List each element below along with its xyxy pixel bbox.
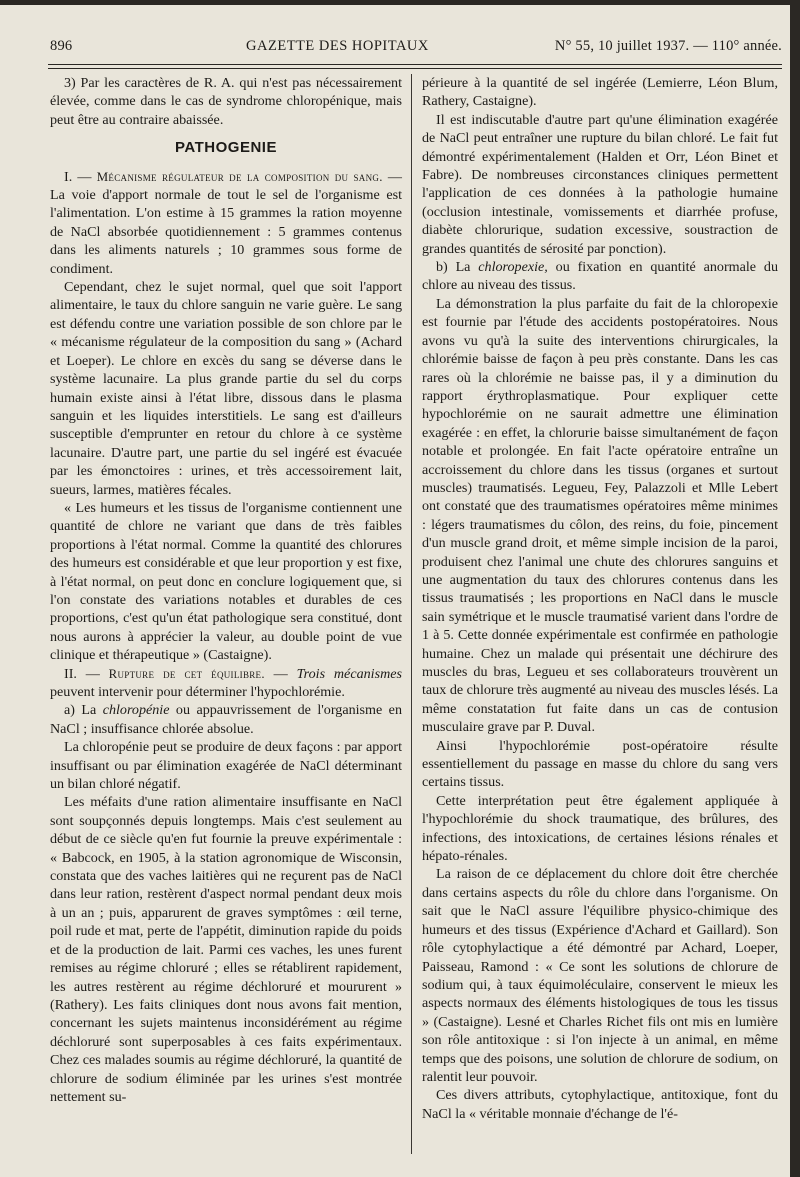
paragraph: Cependant, chez le sujet normal, quel que soit l'apport alimentaire, le taux du chlore sanguin ne varie guère. Le sang est défendu contre une variation possible de son chlore par le « mécanisme régulateur de la composition du sang » (Achard et Loeper). Le chlore en excès du sang se déverse dans le système lacunaire. La plus grande partie du sel du corps humain existe ainsi à l'état libre, dissous dans le plasma sanguin et les liquides interstitiels. Le sang est d'ailleurs susceptible d'emprunter en retour du chlore à ce système lacunaire. D'autre part, une partie du sel ingéré est évacuée par les émonctoires : urines, et très accessoirement lait, sueurs, larmes, matières fécales. (50, 279, 402, 498)
column-divider (411, 74, 412, 1154)
paragraph: Ainsi l'hypochlorémie post-opératoire résulte essentiellement du passage en masse du chlore du sang vers certains tissus. (422, 737, 778, 791)
paragraph (422, 258, 778, 295)
paragraph: périeure à la quantité de sel ingérée (Lemierre, Léon Blum, Rathery, Castaigne). (422, 75, 778, 110)
paragraph: « Les humeurs et les tissus de l'organisme contiennent une quantité de chlore ne variant que dans de très faibles proportions à l'état normal. Comme la quantité des chlorures des humeurs est considérable et que leur proportion y est fixe, à l'état normal, on peut donc en conclure logiquement que, si l'on constate des variations notables et durables de ces proportions, c'est qu'un état pathologique sera constitué, dont nous aurons à apprécier la valeur, au double point de vue clinique et thérapeutique » (Castaigne). (50, 499, 402, 664)
paragraph: La raison de ce déplacement du chlore doit être cherchée dans certains aspects du rôle du chlore dans l'organisme. On sait que le NaCl assure l'équilibre physico-chimique des humeurs et des tissus (Expérience d'Achard et Gaillard). Son rôle cytophylactique a été démontré par Achard, Loeper, Paisseau, Ramond : « Ce sont les solutions de chlorure de sodium qui, à taux équimoléculaire, conservent le mieux les aspects normaux des éléments histologiques de tous les tissus » (Castaigne). Lesné et Charles Richet fils ont mis en lumière son rôle antitoxique : si l'on injecte à un animal, en même temps que des poisons, une solution de chlorure de sodium, on ralentit leur pouvoir. (422, 866, 778, 1085)
left-column (50, 74, 402, 1106)
right-column (422, 74, 778, 1123)
item-label: b) La (436, 259, 479, 276)
binding-edge (790, 0, 800, 1177)
section-number: II. — (64, 665, 109, 682)
paragraph (50, 665, 402, 702)
paragraph-text: ou appauvrissement de l'organisme en NaCl ; insuffisance chlorée absolue. (50, 702, 402, 737)
paragraph-text: — La voie d'apport normale de tout le sel de l'organisme est l'alimentation. L'on estime à 15 grammes la ration moyenne de NaCl absorbée quotidiennement : 5 grammes contenus dans les aliments naturels ; 10 grammes sous forme de condiment. (50, 168, 403, 277)
page-number: 896 (50, 38, 73, 54)
paragraph: Les méfaits d'une ration alimentaire insuffisante en NaCl sont soupçonnés depuis longtemps. Mais c'est seulement au début de ce siècle qu'en fut fournie la preuve expérimentale : « Babcock, en 1905, à la station agronomique de Wisconsin, constata que des vaches laitières qui ne reçurent pas de NaCl dans leur ration, restèrent d'aspect normal pendant deux mois à un an ; puis, apparurent de graves symptômes : œil terne, poil rude et mat, perte de l'appétit, diminution rapide du poids et de la production de lait. Parmi ces vaches, les unes furent remises au régime chloruré ; elles se rétablirent rapidement, les autres restèrent au régime déchloruré et moururent » (Rathery). Les faits cliniques dont nous avons fait mention, concernant les sujets maintenus inconsidérément au régime déchloruré sont superposables à ces faits expérimentaux. Chez ces malades soumis au régime déchloruré, la quantité de chlorure de sodium éliminée par les urines s'est montrée nettement su- (50, 794, 402, 1105)
paragraph (50, 701, 402, 738)
paragraph-text: peuvent intervenir pour déterminer l'hypochlorémie. (50, 684, 345, 700)
section-title: Rupture de cet équilibre. (108, 666, 265, 681)
journal-title: GAZETTE DES HOPITAUX (246, 38, 429, 54)
italic-term: chloropexie, (478, 259, 548, 276)
paragraph: La démonstration la plus parfaite du fait de la chloropexie est fournie par l'étude des accidents postopératoires. Nous avons vu qu'à la suite des interventions chirurgicales, la chlorémie baisse de façon à peu près constante. Dans les cas rares où la chlorémie ne baisse pas, il y a diminution du rapport érythroplasmatique. Pour expliquer cette hypochlorémie on ne saurait admettre une élimination exagérée : en effet, la chlorurie baisse simultanément de façon notable et prolongée. En fait l'acte opératoire entraîne un accroissement du chlore dans les tissus (organes et surtout muscles) traumatisés. Legueu, Fey, Palazzoli et Mlle Lebert ont constaté que des traumatismes opératoires même minimes : légers traumatismes du côlon, des reins, du foie, pincement d'un muscle grand droit, et même simple incision de la paroi, produisent chez l'animal une chute des chlorures sanguins et une augmentation du taux des chlorures contenus dans les tissus traumatisés ; les proportions en NaCl dans le muscle sain symétrique et le muscle traumatisé varient dans l'ordre de 1 à 5. Cette donnée expérimentale est confirmée en pathologie humaine. Chez un malade qui présentait une déchirure des muscles du bras, Legueu et ses collaborateurs trouvèrent un taux de chlorure très augmenté au niveau des muscles lésés. La même constatation fut faite dans un cas de contusion musculaire grave par P. Duval. (422, 295, 778, 736)
dash: — (264, 665, 297, 682)
section-title: Mécanisme régulateur de la composition du sang. (96, 169, 383, 184)
paragraph-text: ou fixation en quantité anormale du chlore au niveau des tissus. (422, 259, 778, 294)
section-heading: PATHOGENIE (175, 139, 277, 157)
section-number: I. — (64, 168, 97, 185)
paragraph: Ces divers attributs, cytophylactique, antitoxique, font du NaCl la « véritable monnaie d'échange de l'é- (422, 1087, 778, 1122)
paragraph (50, 168, 402, 278)
paragraph: Cette interprétation peut être également appliquée à l'hypochlorémie du shock traumatique, des brûlures, des infections, des intoxications, de certaines lésions rénales et hépato-rénales. (422, 792, 778, 865)
paragraph: La chloropénie peut se produire de deux façons : par apport insuffisant ou par élimination exagérée de NaCl déterminant un bilan chloré négatif. (50, 739, 402, 793)
issue-info: N° 55, 10 juillet 1937. — 110° année. (554, 38, 782, 54)
header-rule-thin (48, 68, 782, 69)
top-edge (0, 0, 800, 5)
italic-text: Trois mécanismes (296, 665, 402, 682)
paragraph: Il est indiscutable d'autre part qu'une élimination exagérée de NaCl peut entraîner une rupture du bilan chloré. Le fait fut démontré expérimentalement (Halden et Orr, Léon Binet et Fabre). De nombreuses circonstances cliniques permettent l'application de ces données à la pathologie humaine (occlusion intestinale, vomissements et diarrhée profuse, diabète chlorurique, sudation excessive, soustraction de grandes quantités de sérosité par ponction). (422, 111, 778, 257)
paragraph: 3) Par les caractères de R. A. qui n'est pas nécessairement élevée, comme dans le cas de syndrome chloropénique, mais peut être au contraire abaissée. (50, 75, 402, 128)
italic-term: chloropénie (102, 702, 170, 719)
running-header (50, 38, 782, 58)
header-rule (48, 64, 782, 65)
item-label: a) La (64, 702, 103, 719)
